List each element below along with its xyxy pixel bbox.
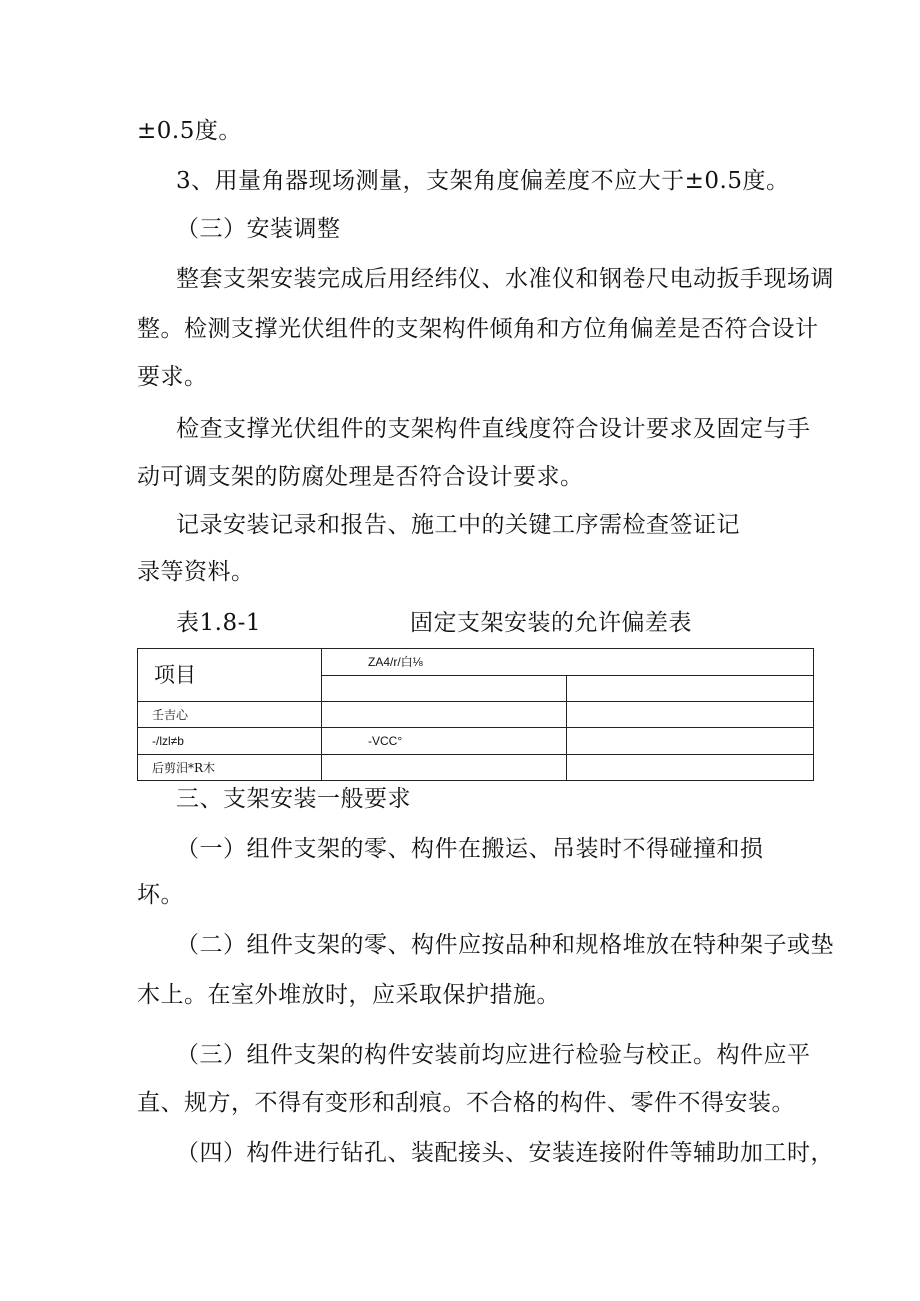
table-number: 表1.8-1: [176, 610, 261, 636]
text-line: （三）组件支架的构件安装前均应进行检验与校正。构件应平: [176, 1042, 811, 1068]
table-cell: [567, 755, 814, 781]
table-row-label: 壬吉心: [138, 702, 322, 728]
text-line: 要求。: [137, 364, 208, 390]
text-line: （一）组件支架的零、构件在搬运、吊装时不得碰撞和损: [176, 836, 764, 862]
text-line: （四）构件进行钻孔、装配接头、安装连接附件等辅助加工时，: [176, 1140, 834, 1166]
text-line: 记录安装记录和报告、施工中的关键工序需检查签证记: [176, 512, 740, 538]
text-line: （二）组件支架的零、构件应按品种和规格堆放在特种架子或垫: [176, 932, 834, 958]
text-line: 整套支架安装完成后用经纬仪、水准仪和钢卷尺电动扳手现场调: [176, 266, 834, 292]
table-cell: [567, 728, 814, 755]
section-heading: （三）安装调整: [176, 216, 341, 242]
tolerance-table: [137, 648, 814, 781]
text-line: 检查支撑光伏组件的支架构件直线度符合设计要求及固定与手: [176, 416, 811, 442]
table-title: 固定支架安装的允许偏差表: [410, 610, 692, 636]
table-cell: [322, 755, 567, 781]
table-header-item: 项目: [138, 649, 322, 702]
table-row: [138, 728, 814, 755]
table-row-label: -/lzl≠b: [138, 728, 322, 755]
table-cell: -VCC°: [322, 728, 567, 755]
table-row-label: 后剪汨*R木: [138, 755, 322, 781]
table-cell: [322, 702, 567, 728]
text-line: 3、用量角器现场测量，支架角度偏差度不应大于±0.5度。: [176, 168, 790, 194]
text-line: 直、规方，不得有变形和刮痕。不合格的构件、零件不得安装。: [137, 1090, 795, 1116]
text-line: 坏。: [137, 882, 184, 908]
text-line: 录等资料。: [137, 559, 255, 585]
text-line: 动可调支架的防腐处理是否符合设计要求。: [137, 464, 584, 490]
table-cell: [567, 702, 814, 728]
table-header-group: ZA4/r/白⅛: [322, 649, 814, 676]
table-row: [138, 755, 814, 781]
table-header-sub-cell: [567, 676, 814, 702]
text-line: 整。检测支撑光伏组件的支架构件倾角和方位角偏差是否符合设计: [137, 316, 819, 342]
table-header-sub-cell: [322, 676, 567, 702]
text-line: ±0.5度。: [137, 118, 242, 144]
text-line: 木上。在室外堆放时，应采取保护措施。: [137, 982, 560, 1008]
table-row: [138, 702, 814, 728]
section-heading: 三、支架安装一般要求: [176, 786, 411, 812]
